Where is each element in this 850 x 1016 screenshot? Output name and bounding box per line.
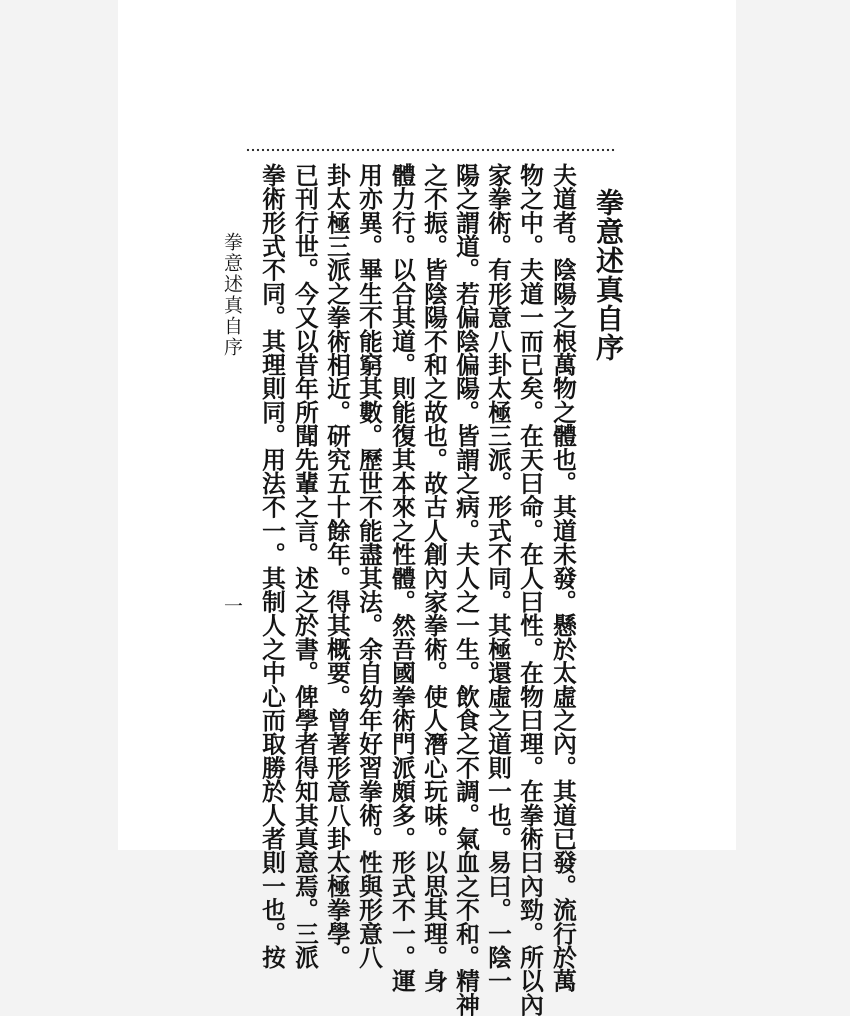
running-head: 拳意述真自序 <box>221 232 243 358</box>
page-number: 一 <box>221 596 243 615</box>
text-line: 體力行。以合其道。則能復其本來之性體。然吾國拳術門派頗多。形式不一。運 <box>388 163 416 993</box>
text-line: 拳術形式不同。其理則同。用法不一。其制人之中心而取勝於人者則一也。按 <box>258 163 286 969</box>
text-line: 物之中。夫道一而已矣。在天曰命。在人曰性。在物曰理。在拳術曰內勁。所以內 <box>516 163 544 1016</box>
text-line: 卦太極三派之拳術相近。研究五十餘年。得其概要。曾著形意八卦太極拳學。 <box>323 163 351 969</box>
text-line: 家拳術。有形意八卦太極三派。形式不同。其極還虛之道則一也。易曰。一陰一 <box>484 163 512 993</box>
page-title: 拳意述真自序 <box>592 188 625 362</box>
top-dotted-rule <box>246 148 616 152</box>
text-line: 夫道者。陰陽之根萬物之體也。其道未發。懸於太虛之內。其道已發。流行於萬 <box>549 163 577 993</box>
text-line: 已刊行世。今又以昔年所聞先輩之言。述之於書。俾學者得知其真意焉。三派 <box>291 163 319 969</box>
text-line: 之不振。皆陰陽不和之故也。故古人創內家拳術。使人潛心玩味。以思其理。身 <box>420 163 448 993</box>
text-line: 陽之謂道。若偏陰偏陽。皆謂之病。夫人之一生。飲食之不調。氣血之不和。精神 <box>452 163 480 1016</box>
text-line: 用亦異。畢生不能窮其數。歷世不能盡其法。余自幼年好習拳術。性與形意八 <box>355 163 383 969</box>
